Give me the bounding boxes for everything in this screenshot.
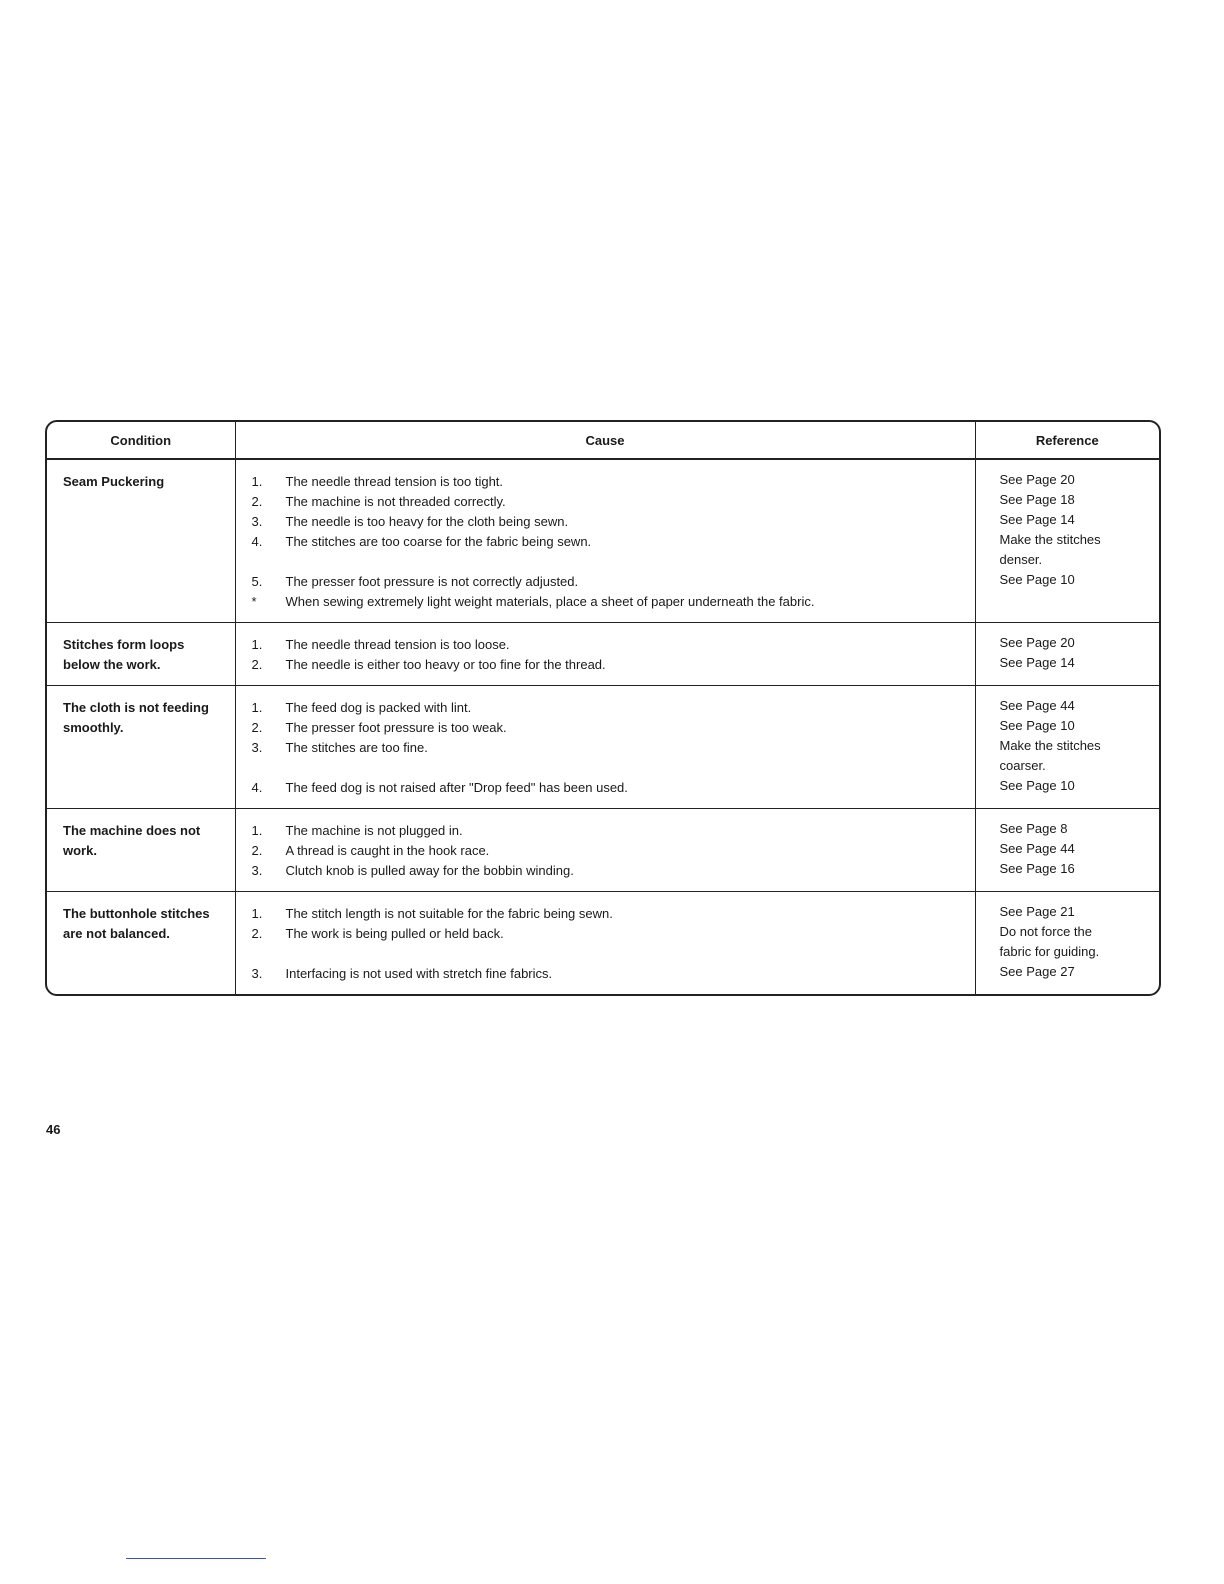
header-cause: Cause xyxy=(235,422,975,459)
cause-text: The stitch length is not suitable for the fabric being sewn. xyxy=(285,906,613,921)
cause-item xyxy=(252,492,965,512)
reference-line: See Page 16 xyxy=(999,861,1075,876)
condition-cell: Stitches form loops below the work. xyxy=(47,623,235,686)
cause-text: The feed dog is not raised after "Drop feed" has been used. xyxy=(285,780,628,795)
cause-text: Interfacing is not used with stretch fine fabrics. xyxy=(285,966,553,981)
cause-number: 4. xyxy=(251,780,263,795)
cause-text: The presser foot pressure is not correctly adjusted. xyxy=(285,574,579,589)
reference-line: See Page 14 xyxy=(999,512,1075,527)
cause-text: The needle is too heavy for the cloth being sewn. xyxy=(285,514,569,529)
cause-cell xyxy=(235,809,975,892)
reference-line: coarser. xyxy=(999,758,1046,773)
cause-item xyxy=(252,738,965,758)
cause-number: 2. xyxy=(251,720,263,735)
cause-text: The work is being pulled or held back. xyxy=(285,926,504,941)
reference-cell xyxy=(975,623,1159,686)
header-condition: Condition xyxy=(47,422,235,459)
cause-number: * xyxy=(251,594,257,609)
cause-number: 2. xyxy=(251,843,263,858)
table-header-row xyxy=(47,422,1159,459)
cause-number: 1. xyxy=(251,474,263,489)
footer-rule xyxy=(126,1558,266,1559)
troubleshooting-table xyxy=(45,420,1161,996)
cause-item xyxy=(252,472,965,492)
cause-text: The stitches are too coarse for the fabric being sewn. xyxy=(285,534,592,549)
reference-line: Make the stitches xyxy=(999,738,1101,753)
cause-text: The machine is not threaded correctly. xyxy=(285,494,506,509)
condition-cell: The buttonhole stitches are not balanced. xyxy=(47,892,235,995)
reference-line: See Page 18 xyxy=(999,492,1075,507)
cause-text: The presser foot pressure is too weak. xyxy=(285,720,507,735)
condition-cell: The machine does not work. xyxy=(47,809,235,892)
cause-item xyxy=(252,655,965,675)
cause-number: 1. xyxy=(251,637,263,652)
cause-cell xyxy=(235,459,975,623)
cause-text: The needle is either too heavy or too fine for the thread. xyxy=(285,657,606,672)
cause-item xyxy=(252,841,965,861)
cause-number: 5. xyxy=(251,574,263,589)
reference-line: See Page 27 xyxy=(999,964,1075,979)
cause-text: A thread is caught in the hook race. xyxy=(285,843,490,858)
reference-line: Do not force the xyxy=(999,924,1092,939)
cause-item xyxy=(252,532,965,552)
cause-item xyxy=(252,964,965,984)
reference-line: See Page 8 xyxy=(999,821,1068,836)
cause-cell xyxy=(235,892,975,995)
cause-text: When sewing extremely light weight materials, place a sheet of paper underneath the fabric. xyxy=(285,594,815,609)
reference-line: See Page 44 xyxy=(999,841,1075,856)
reference-line: See Page 44 xyxy=(999,698,1075,713)
cause-number: 3. xyxy=(251,740,263,755)
reference-cell xyxy=(975,809,1159,892)
cause-number: 4. xyxy=(251,534,263,549)
reference-line: See Page 10 xyxy=(999,718,1075,733)
cause-text: The needle thread tension is too tight. xyxy=(285,474,504,489)
cause-item xyxy=(252,592,965,612)
condition-cell: The cloth is not feeding smoothly. xyxy=(47,686,235,809)
cause-item xyxy=(252,861,965,881)
table-row xyxy=(47,459,1159,623)
cause-text: The feed dog is packed with lint. xyxy=(285,700,472,715)
cause-text: Clutch knob is pulled away for the bobbin winding. xyxy=(285,863,574,878)
reference-line: See Page 10 xyxy=(999,572,1075,587)
cause-text: The needle thread tension is too loose. xyxy=(285,637,510,652)
cause-item xyxy=(252,512,965,532)
cause-item xyxy=(252,718,965,738)
cause-number: 2. xyxy=(251,657,263,672)
reference-line: Make the stitches xyxy=(999,532,1101,547)
cause-item xyxy=(252,904,965,924)
cause-text: The stitches are too fine. xyxy=(285,740,428,755)
cause-item xyxy=(252,778,965,798)
table-row xyxy=(47,623,1159,686)
reference-line: fabric for guiding. xyxy=(999,944,1100,959)
reference-cell xyxy=(975,892,1159,995)
reference-cell xyxy=(975,686,1159,809)
cause-item xyxy=(252,635,965,655)
reference-line: See Page 14 xyxy=(999,655,1075,670)
cause-number: 2. xyxy=(251,494,263,509)
cause-number: 3. xyxy=(251,514,263,529)
cause-number: 1. xyxy=(251,906,263,921)
condition-cell: Seam Puckering xyxy=(63,474,165,489)
cause-number: 1. xyxy=(251,700,263,715)
cause-cell xyxy=(235,686,975,809)
reference-line: See Page 20 xyxy=(999,635,1075,650)
table-row xyxy=(47,809,1159,892)
table-row xyxy=(47,892,1159,995)
cause-number: 1. xyxy=(251,823,263,838)
table-row xyxy=(47,686,1159,809)
reference-cell xyxy=(975,459,1159,623)
cause-cell xyxy=(235,623,975,686)
cause-number: 3. xyxy=(251,966,263,981)
cause-number: 2. xyxy=(251,926,263,941)
header-reference: Reference xyxy=(975,422,1159,459)
cause-item xyxy=(252,572,965,592)
reference-line: See Page 10 xyxy=(999,778,1075,793)
reference-line: See Page 21 xyxy=(999,904,1075,919)
cause-text: The machine is not plugged in. xyxy=(285,823,463,838)
cause-item xyxy=(252,924,965,944)
cause-item xyxy=(252,821,965,841)
reference-line: See Page 20 xyxy=(999,472,1075,487)
cause-item xyxy=(252,698,965,718)
reference-line: denser. xyxy=(999,552,1043,567)
page-number: 46 xyxy=(46,1122,61,1137)
cause-number: 3. xyxy=(251,863,263,878)
